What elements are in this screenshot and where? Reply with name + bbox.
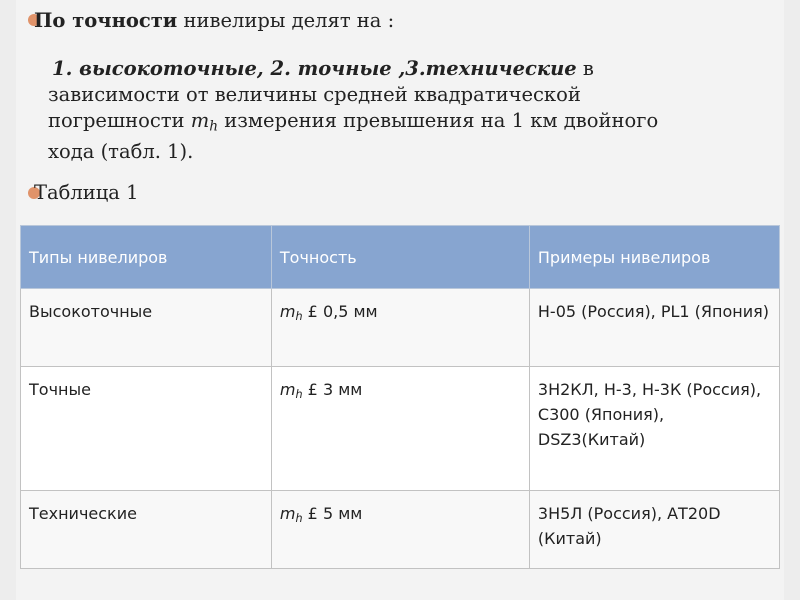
lead-rest: нивелиры делят на : [177, 9, 395, 32]
mh-letter: m [279, 380, 296, 399]
mh-symbol [280, 504, 303, 523]
table-header-row [21, 226, 780, 289]
table-row [21, 491, 780, 569]
levels-table [20, 225, 780, 569]
cell-examples: 3Н2КЛ, Н-3, Н-3К (Россия), С300 (Япония), DSZ3(Китай) [529, 367, 779, 491]
header-accuracy: Точность [271, 226, 529, 289]
intro-line-3b: измерения превышения на 1 км двойного [218, 109, 659, 132]
table-caption: Таблица 1 [34, 181, 139, 204]
intro-line-4: хода (табл. 1). [48, 140, 194, 164]
cell-type: Точные [21, 367, 272, 491]
mh-sub: h [295, 309, 303, 323]
table-row [21, 289, 780, 367]
cell-examples: 3Н5Л (Россия), АТ20D (Китай) [529, 491, 779, 569]
cell-type: Высокоточные [21, 289, 272, 367]
slide [16, 0, 784, 600]
mh-letter: m [279, 302, 296, 321]
mh-sub: h [295, 511, 303, 525]
accuracy-value: £ 5 мм [302, 504, 363, 523]
intro-line-2: зависимости от величины средней квадратической [48, 83, 581, 106]
mh-symbol [280, 380, 303, 399]
left-border [0, 0, 16, 600]
intro-line-3 [34, 108, 754, 139]
mh-symbol [280, 302, 303, 321]
mh-symbol [190, 109, 219, 135]
mh-letter: m [279, 504, 296, 523]
mh-sub: h [295, 387, 303, 401]
header-examples: Примеры нивелиров [529, 226, 779, 289]
mh-sub: h [209, 118, 219, 135]
cell-type: Технические [21, 491, 272, 569]
cell-examples: Н-05 (Россия), PL1 (Япония) [529, 289, 779, 367]
levels-list: 1. высокоточные, 2. точные ,3.технические [52, 57, 577, 80]
mh-letter: m [190, 109, 210, 132]
cell-accuracy [271, 289, 529, 367]
cell-accuracy [271, 367, 529, 491]
intro-paragraph [34, 8, 754, 165]
table-row [21, 367, 780, 491]
header-type: Типы нивелиров [21, 226, 272, 289]
accuracy-value: £ 3 мм [302, 380, 363, 399]
right-border [784, 0, 800, 600]
levels-rest: в [576, 57, 594, 80]
intro-line-3a: погрешности [48, 109, 191, 132]
cell-accuracy [271, 491, 529, 569]
bold-lead: По точности [34, 9, 178, 32]
accuracy-value: £ 0,5 мм [302, 302, 378, 321]
